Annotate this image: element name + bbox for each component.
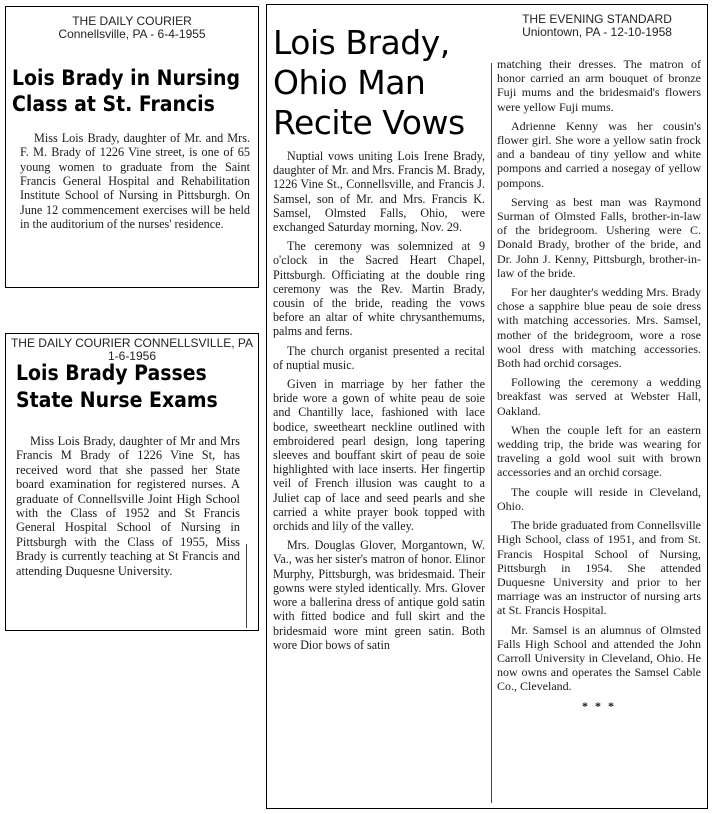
clipping-source [497,13,697,39]
paragraph: The couple will reside in Cleveland, Ohio. [497,484,701,513]
column-rule [246,544,247,628]
source-paper: THE DAILY COURIER [72,14,192,28]
paragraph: Mrs. Douglas Glover, Morgantown, W. Va., was her sister's matron of honor. Elinor Murphy, Pittsburgh, was bridesmaid. Their gowns were styled identically. Mrs. Glover wore a ballerina dress of antique gold satin with fitted bodice and full skirt and the bridesmaid wore mint green satin. Both wore Dior bows of satin [273,538,485,652]
paragraph: Miss Lois Brady, daughter of Mr. and Mrs. F. M. Brady of 1226 Vine street, is one of 65 young women to graduate from the Saint Francis General Hospital and Rehabilitation Institute School of Nursing in Pittsburgh. On June 12 commencement exercises will be held in the auditorium of the nurses' residence. [20,131,250,232]
clipping-source [6,15,258,41]
paragraph: Following the ceremony a wedding breakfast was served at Webster Hall, Oakland. [497,375,701,418]
paragraph: Nuptial vows uniting Lois Irene Brady, daughter of Mr. and Mrs. Francis M. Brady, 1226 Vine St., Connellsville, and Francis J. Samsel, son of Mr. and Mrs. Francis K. Samsel, Olmsted Falls, Ohio, were exchanged Saturday morning, Nov. 29. [273,149,485,235]
article-column-1 [273,149,485,657]
paragraph: matching their dresses. The matron of honor carried an arm bouquet of bronze Fuji mums and the bridesmaid's flowers were yellow Fuji mums. [497,57,701,114]
article-body [20,131,250,235]
article-body [16,434,240,582]
paragraph: Adrienne Kenny was her cousin's flower girl. She wore a yellow satin frock and a bandeau of tiny yellow and white pompons and carried a nosegay of yellow pompons. [497,118,701,190]
article-column-2 [497,57,701,713]
source-date: 1-6-1956 [107,349,157,363]
source-date: Uniontown, PA - 12-10-1958 [522,25,672,39]
clipping-courier-1956 [5,333,259,631]
paragraph: The church organist presented a recital of nuptial music. [273,343,485,372]
paragraph: The ceremony was solemnized at 9 o'clock in the Sacred Heart Chapel, Pittsburgh. Officiating at the double ring ceremony was the Rev. Martin Brady, cousin of the bride, reading the vows before an altar of white chrysanthemums, palms and ferns. [273,239,485,339]
paragraph: For her daughter's wedding Mrs. Brady chose a sapphire blue peau de soie dress with matching accessories. Mrs. Samsel, mother of the bridegroom, wore a rose wool dress with matching accessories. Both had orchid corsages. [497,285,701,371]
headline: Lois Brady, Ohio Man Recite Vows [273,23,465,142]
paragraph: Mr. Samsel is an alumnus of Olmsted Falls High School and attended the John Carroll University in Cleveland, Ohio. He now owns and operates the Samsel Cable Co., Cleveland. [497,622,701,694]
clipping-evening-standard-1958 [266,4,708,809]
column-divider [491,63,492,803]
end-mark: * * * [582,698,616,713]
paragraph: Given in marriage by her father the bride wore a gown of white peau de soie and Chantilly lace, fashioned with lace bodice, sweetheart neckline outlined with embroidered pearl design, long tapering sleeves and bouffant skirt of peau de soie highlighted with lace inserts. Her fingertip veil of French illusion was caught to a Juliet cap of lace and seed pearls and she carried a white prayer book topped with orchids and lily of the valley. [273,377,485,534]
source-paper: THE DAILY COURIER CONNELLSVILLE, PA [10,336,254,350]
headline: Lois Brady Passes State Nurse Exams [16,361,218,412]
headline: Lois Brady in Nursing Class at St. Francis [12,66,240,116]
source-date: Connellsville, PA - 6-4-1955 [58,27,206,41]
paragraph: The bride graduated from Connellsville High School, class of 1951, and from St. Francis Hospital School of Nursing, Pittsburgh in 1954. She attended Duquesne University and prior to her marriage was an instructor of nursing arts at St. Francis Hospital. [497,518,701,618]
source-paper: THE EVENING STANDARD [522,12,672,26]
paragraph: When the couple left for an eastern wedding trip, the bride was wearing for traveling a gold wool suit with brown accessories and an orchid corsage. [497,422,701,480]
clipping-courier-1955 [5,6,259,288]
paragraph: Serving as best man was Raymond Surman of Olmsted Falls, brother-in-law of the bridegroom. Ushering were C. Donald Brady, brother of the bride, and Dr. John J. Kenny, Pittsburgh, brother-in-law of the bride. [497,194,701,280]
paragraph: Miss Lois Brady, daughter of Mr and Mrs Francis M Brady of 1226 Vine St, has received word that she passed her State board examination for registered nurses. A graduate of Connellsville Joint High School with the Class of 1952 and St Francis General Hospital School of Nursing in Pittsburgh with the Class of 1955, Miss Brady is currently teaching at St Francis and attending Duquesne University. [16,434,240,578]
